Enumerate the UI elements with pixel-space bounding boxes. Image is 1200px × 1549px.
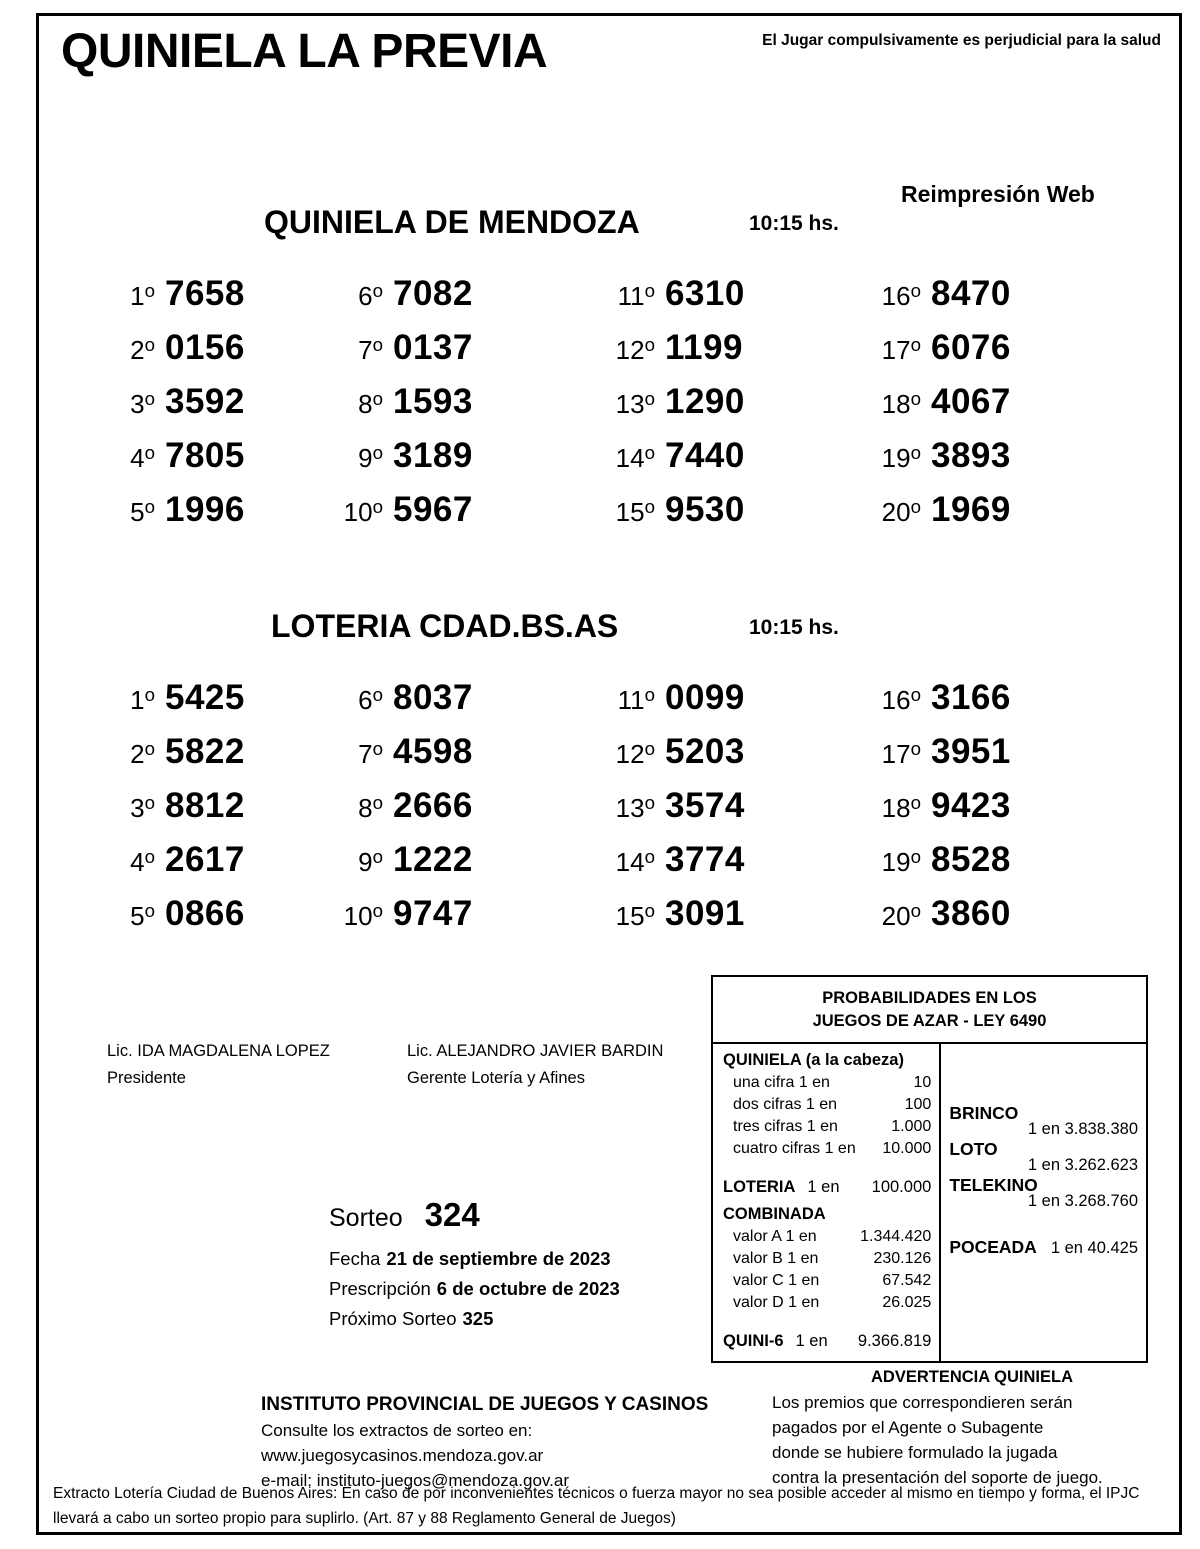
result-position: 2$^o$	[130, 738, 155, 769]
advertencia-block	[772, 1368, 1172, 1490]
result-position: 9$^o$	[358, 846, 383, 877]
result-number: 8812	[165, 786, 245, 825]
result-number: 9530	[665, 490, 745, 529]
advertencia-line: Los premios que correspondieren serán	[772, 1393, 1073, 1412]
result-row	[611, 382, 871, 436]
result-row	[111, 732, 371, 786]
odds-row	[723, 1226, 931, 1248]
sorteo-info	[329, 1196, 729, 1334]
result-position: 3$^o$	[130, 388, 155, 419]
odds-row	[723, 1138, 931, 1160]
odds-label: valor B 1 en	[733, 1250, 819, 1267]
result-position: 3$^o$	[130, 792, 155, 823]
probabilities-left-column	[713, 1044, 941, 1361]
result-number: 1969	[931, 490, 1011, 529]
result-position: 10$^o$	[343, 900, 383, 931]
odds-row	[723, 1072, 931, 1094]
result-position: 9$^o$	[358, 442, 383, 473]
result-position: 4$^o$	[130, 442, 155, 473]
institute-title: INSTITUTO PROVINCIAL DE JUEGOS Y CASINOS	[261, 1394, 709, 1415]
result-row	[339, 786, 599, 840]
result-number: 0099	[665, 678, 745, 717]
result-row	[877, 274, 1137, 328]
result-position: 20$^o$	[881, 900, 921, 931]
odds-value: 230.126	[873, 1250, 932, 1267]
result-position: 20$^o$	[881, 496, 921, 527]
result-number: 0137	[393, 328, 473, 367]
advertencia-line: pagados por el Agente o Subagente	[772, 1418, 1044, 1437]
results-column	[111, 678, 371, 948]
game-label: TELEKINO	[949, 1175, 1038, 1195]
result-number: 1996	[165, 490, 245, 529]
probabilities-title-line1: PROBABILIDADES EN LOS	[822, 989, 1037, 1007]
loteria-odds-row	[723, 1175, 931, 1199]
result-number: 5425	[165, 678, 245, 717]
draw-section-mendoza	[39, 181, 1179, 529]
game-label: BRINCO	[949, 1103, 1019, 1123]
game-odds-value: 1 en 3.838.380	[1027, 1120, 1138, 1138]
result-number: 0866	[165, 894, 245, 933]
result-number: 7805	[165, 436, 245, 475]
result-number: 2666	[393, 786, 473, 825]
result-row	[111, 382, 371, 436]
results-column	[111, 274, 371, 544]
institute-line: www.juegosycasinos.mendoza.gov.ar	[261, 1446, 544, 1465]
advertencia-title: ADVERTENCIA QUINIELA	[871, 1368, 1073, 1386]
prescripcion-value: 6 de octubre de 2023	[436, 1278, 620, 1299]
result-row	[877, 382, 1137, 436]
gambling-warning: El Jugar compulsivamente es perjudicial para la salud	[762, 32, 1161, 49]
result-position: 6$^o$	[358, 280, 383, 311]
sorteo-number: 324	[424, 1196, 480, 1233]
draw-time: 10:15 hs.	[749, 616, 839, 639]
draw-header	[39, 594, 1179, 650]
result-row	[339, 274, 599, 328]
result-row	[877, 436, 1137, 490]
probabilities-box	[711, 975, 1148, 1363]
results-column	[611, 678, 871, 948]
sorteo-number-line	[329, 1196, 729, 1234]
page-title: QUINIELA LA PREVIA	[61, 25, 548, 78]
result-position: 2$^o$	[130, 334, 155, 365]
result-position: 6$^o$	[358, 684, 383, 715]
odds-label: cuatro cifras 1 en	[733, 1140, 856, 1157]
result-position: 13$^o$	[615, 388, 655, 419]
game-odds-value: 1 en 3.262.623	[1027, 1156, 1138, 1174]
result-number: 6076	[931, 328, 1011, 367]
result-row	[611, 490, 871, 544]
result-row	[877, 894, 1137, 948]
signature-role: Presidente	[107, 1069, 186, 1087]
odds-value: 1.000	[891, 1118, 932, 1135]
game-odds-row	[949, 1175, 1138, 1211]
result-row	[111, 274, 371, 328]
advertencia-text	[772, 1390, 1172, 1490]
result-row	[877, 732, 1137, 786]
result-number: 8037	[393, 678, 473, 717]
result-number: 3774	[665, 840, 745, 879]
result-position: 16$^o$	[881, 684, 921, 715]
odds-label: dos cifras 1 en	[733, 1096, 838, 1113]
result-number: 0156	[165, 328, 245, 367]
result-number: 8470	[931, 274, 1011, 313]
results-column	[611, 274, 871, 544]
result-number: 3166	[931, 678, 1011, 717]
probabilities-right-column	[941, 1044, 1146, 1361]
result-position: 13$^o$	[615, 792, 655, 823]
game-odds-row	[949, 1139, 1138, 1175]
result-number: 7082	[393, 274, 473, 313]
result-number: 2617	[165, 840, 245, 879]
result-number: 9747	[393, 894, 473, 933]
game-odds-value: 1 en 3.268.760	[1027, 1192, 1138, 1210]
combinada-heading: COMBINADA	[723, 1205, 826, 1223]
result-number: 7440	[665, 436, 745, 475]
probabilities-body	[713, 1044, 1146, 1361]
odds-row	[723, 1270, 931, 1292]
proximo-sorteo-line	[329, 1304, 729, 1334]
result-number: 4067	[931, 382, 1011, 421]
game-label: LOTO	[949, 1139, 998, 1159]
result-position: 16$^o$	[881, 280, 921, 311]
result-row	[611, 840, 871, 894]
result-row	[611, 328, 871, 382]
odds-value: 10.000	[882, 1140, 932, 1157]
result-row	[111, 840, 371, 894]
result-position: 8$^o$	[358, 792, 383, 823]
result-row	[111, 436, 371, 490]
result-position: 1$^o$	[130, 684, 155, 715]
result-row	[339, 894, 599, 948]
draw-header	[39, 181, 1179, 242]
probabilities-title	[713, 977, 1146, 1044]
sorteo-label: Sorteo	[329, 1204, 403, 1232]
poceada-odds-row	[949, 1237, 1138, 1258]
result-position: 5$^o$	[130, 496, 155, 527]
combinada-odds-list	[723, 1226, 931, 1314]
result-row	[877, 786, 1137, 840]
odds-value: 100	[904, 1096, 932, 1113]
quiniela-odds-list	[723, 1072, 931, 1160]
result-position: 11$^o$	[617, 684, 655, 715]
result-position: 17$^o$	[881, 334, 921, 365]
result-position: 15$^o$	[615, 496, 655, 527]
signature-president	[107, 1038, 330, 1092]
result-number: 3951	[931, 732, 1011, 771]
draw-time: 10:15 hs.	[749, 212, 839, 235]
odds-label: valor D 1 en	[733, 1294, 820, 1311]
institute-line: Consulte los extractos de sorteo en:	[261, 1421, 533, 1440]
fecha-label: Fecha	[329, 1248, 381, 1269]
odds-value: 1.344.420	[860, 1228, 932, 1245]
result-row	[339, 490, 599, 544]
odds-row	[723, 1094, 931, 1116]
result-row	[877, 328, 1137, 382]
result-row	[877, 678, 1137, 732]
result-row	[111, 678, 371, 732]
result-row	[339, 436, 599, 490]
result-position: 8$^o$	[358, 388, 383, 419]
result-position: 4$^o$	[130, 846, 155, 877]
signature-manager	[407, 1038, 663, 1092]
result-number: 1222	[393, 840, 473, 879]
advertencia-line: donde se hubiere formulado la jugada	[772, 1443, 1058, 1462]
reprint-label: Reimpresión Web	[901, 181, 1095, 207]
masthead	[39, 16, 1179, 88]
poceada-label: POCEADA	[949, 1237, 1037, 1257]
quini6-mid: 1 en	[795, 1332, 828, 1350]
result-number: 3893	[931, 436, 1011, 475]
result-row	[339, 328, 599, 382]
advertencia-line: contra la presentación del soporte de juego.	[772, 1468, 1103, 1487]
odds-label: valor A 1 en	[733, 1228, 817, 1245]
result-row	[339, 732, 599, 786]
result-position: 18$^o$	[881, 792, 921, 823]
extract-page	[36, 13, 1182, 1535]
result-number: 8528	[931, 840, 1011, 879]
result-position: 1$^o$	[130, 280, 155, 311]
fecha-value: 21 de septiembre de 2023	[386, 1248, 611, 1269]
result-position: 19$^o$	[881, 846, 921, 877]
result-number: 4598	[393, 732, 473, 771]
odds-row	[723, 1116, 931, 1138]
quini6-odds-row	[723, 1329, 931, 1353]
result-position: 14$^o$	[615, 442, 655, 473]
game-odds-row	[949, 1103, 1138, 1139]
odds-label: valor C 1 en	[733, 1272, 820, 1289]
odds-value: 26.025	[882, 1294, 932, 1311]
result-position: 14$^o$	[615, 846, 655, 877]
draw-title: QUINIELA DE MENDOZA	[264, 204, 640, 240]
result-number: 3189	[393, 436, 473, 475]
spacer	[723, 1314, 931, 1322]
signature-name: Lic. ALEJANDRO JAVIER BARDIN	[407, 1042, 664, 1060]
result-number: 3574	[665, 786, 745, 825]
result-position: 5$^o$	[130, 900, 155, 931]
result-position: 12$^o$	[615, 334, 655, 365]
spacer	[723, 1160, 931, 1168]
quiniela-heading: QUINIELA (a la cabeza)	[723, 1051, 904, 1069]
result-number: 3860	[931, 894, 1011, 933]
result-row	[111, 328, 371, 382]
result-row	[111, 894, 371, 948]
prescripcion-line	[329, 1274, 729, 1304]
result-number: 7658	[165, 274, 245, 313]
result-position: 12$^o$	[615, 738, 655, 769]
other-games-odds-list	[949, 1103, 1138, 1211]
result-row	[611, 894, 871, 948]
odds-row	[723, 1248, 931, 1270]
result-number: 6310	[665, 274, 745, 313]
result-position: 17$^o$	[881, 738, 921, 769]
result-row	[611, 436, 871, 490]
quini6-value: 9.366.819	[857, 1332, 932, 1350]
result-position: 10$^o$	[343, 496, 383, 527]
result-number: 9423	[931, 786, 1011, 825]
result-row	[611, 678, 871, 732]
institute-block	[261, 1394, 741, 1493]
result-position: 19$^o$	[881, 442, 921, 473]
fecha-line	[329, 1244, 729, 1274]
odds-row	[723, 1292, 931, 1314]
result-row	[611, 274, 871, 328]
results-column	[877, 678, 1137, 948]
result-number: 1199	[665, 328, 743, 367]
result-row	[877, 490, 1137, 544]
result-number: 5203	[665, 732, 745, 771]
result-position: 7$^o$	[358, 738, 383, 769]
poceada-value: 1 en 40.425	[1050, 1239, 1138, 1257]
result-number: 5967	[393, 490, 473, 529]
draw-section-bsas	[39, 594, 1179, 933]
result-row	[611, 732, 871, 786]
probabilities-title-line2: JUEGOS DE AZAR - LEY 6490	[812, 1012, 1047, 1030]
draw-title: LOTERIA CDAD.BS.AS	[271, 608, 619, 644]
proximo-value: 325	[462, 1308, 494, 1329]
signature-role: Gerente Lotería y Afines	[407, 1069, 585, 1087]
loteria-value: 100.000	[871, 1178, 932, 1196]
proximo-label: Próximo Sorteo	[329, 1308, 457, 1329]
result-number: 1290	[665, 382, 745, 421]
results-column	[339, 274, 599, 544]
loteria-mid: 1 en	[807, 1178, 840, 1196]
odds-value: 67.542	[882, 1272, 932, 1289]
result-position: 11$^o$	[617, 280, 655, 311]
result-number: 5822	[165, 732, 245, 771]
odds-value: 10	[913, 1074, 932, 1091]
results-column	[339, 678, 599, 948]
result-row	[877, 840, 1137, 894]
quini6-label: QUINI-6	[723, 1332, 784, 1350]
prescripcion-label: Prescripción	[329, 1278, 431, 1299]
footer-note: Extracto Lotería Ciudad de Buenos Aires: En caso de por inconvenientes técnicos o fuerza mayor no sea posible acceder al mismo en tiempo y forma, el IPJC llevará a cabo un sorteo propio para suplirlo. (Art. 87 y 88 Reglamento General de Juegos)	[53, 1485, 1140, 1527]
result-row	[339, 840, 599, 894]
result-row	[111, 786, 371, 840]
result-number: 3592	[165, 382, 245, 421]
odds-label: una cifra 1 en	[733, 1074, 830, 1091]
loteria-label: LOTERIA	[723, 1178, 796, 1196]
result-position: 7$^o$	[358, 334, 383, 365]
result-row	[111, 490, 371, 544]
result-position: 15$^o$	[615, 900, 655, 931]
result-row	[339, 678, 599, 732]
results-column	[877, 274, 1137, 544]
odds-label: tres cifras 1 en	[733, 1118, 838, 1135]
institute-line: e-mail: instituto-juegos@mendoza.gov.ar	[261, 1471, 569, 1490]
result-row	[339, 382, 599, 436]
result-position: 18$^o$	[881, 388, 921, 419]
result-number: 3091	[665, 894, 745, 933]
signature-name: Lic. IDA MAGDALENA LOPEZ	[107, 1042, 330, 1060]
result-number: 1593	[393, 382, 473, 421]
result-row	[611, 786, 871, 840]
